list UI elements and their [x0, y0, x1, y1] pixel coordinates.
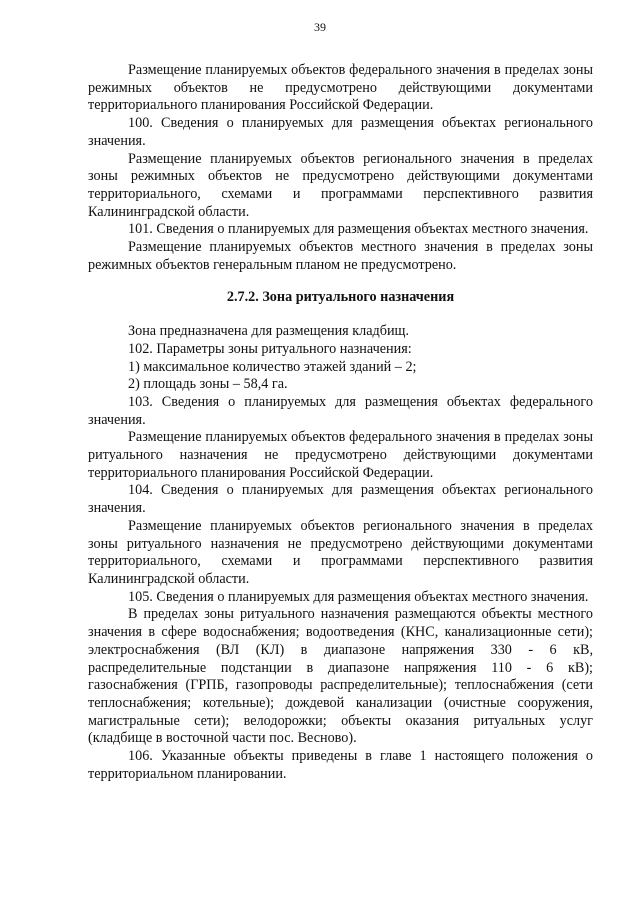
paragraph: Размещение планируемых объектов федерального значения в пределах зоны ритуального назначения не предусмотрено действующими документами территориального планирования Российской Федерации.	[88, 429, 593, 481]
paragraph: В пределах зоны ритуального назначения размещаются объекты местного значения в сфере водоснабжения; водоотведения (КНС, канализационные сети); электроснабжения (ВЛ (КЛ) в диапазоне напряжения 330 - 6 кВ, распределительные подстанции в диапазоне напряжения 110 - 6 кВ); газоснабжения (ГРПБ, газопроводы распределительные); теплоснабжения (сети теплоснабжения; котельные); дождевой канализации (очистные сооружения, магистральные сети); велодорожки; объекты оказания ритуальных услуг (кладбище в восточной части пос. Весново).	[88, 606, 593, 747]
list-item: 2) площадь зоны – 58,4 га.	[128, 376, 288, 393]
list-item: Зона предназначена для размещения кладбищ.	[128, 323, 410, 340]
paragraph: 104. Сведения о планируемых для размещения объектах регионального значения.	[88, 482, 593, 517]
paragraph: 103. Сведения о планируемых для размещения объектах федерального значения.	[88, 393, 593, 428]
list-item: 1) максимальное количество этажей зданий – 2;	[128, 358, 417, 375]
list-item: 102. Параметры зоны ритуального назначения:	[128, 340, 412, 357]
paragraph: Размещение планируемых объектов федерального значения в пределах зоны режимных объектов не предусмотрено действующими документами территориального планирования Российской Федерации.	[88, 62, 593, 114]
paragraph: 105. Сведения о планируемых для размещения объектах местного значения.	[128, 588, 589, 605]
document-body	[88, 62, 593, 783]
paragraph: 100. Сведения о планируемых для размещения объектах регионального значения.	[88, 115, 593, 149]
paragraph: 106. Указанные объекты приведены в главе 1 настоящего положения о территориальном планировании.	[88, 748, 593, 782]
paragraph: 101. Сведения о планируемых для размещения объектах местного значения.	[128, 221, 589, 238]
page-number: 39	[314, 20, 326, 34]
paragraph: Размещение планируемых объектов регионального значения в пределах зоны ритуального назначения не предусмотрено действующими документами территориального, схемами и программами перспективного развития Калининградской области.	[88, 517, 593, 587]
section-heading: 2.7.2. Зона ритуального назначения	[226, 289, 455, 306]
paragraph: Размещение планируемых объектов местного значения в пределах зоны режимных объектов генеральным планом не предусмотрено.	[88, 239, 593, 273]
paragraph: Размещение планируемых объектов регионального значения в пределах зоны режимных объектов не предусмотрено действующими документами территориального, схемами и программами перспективного развития Калининградской области.	[88, 150, 593, 220]
